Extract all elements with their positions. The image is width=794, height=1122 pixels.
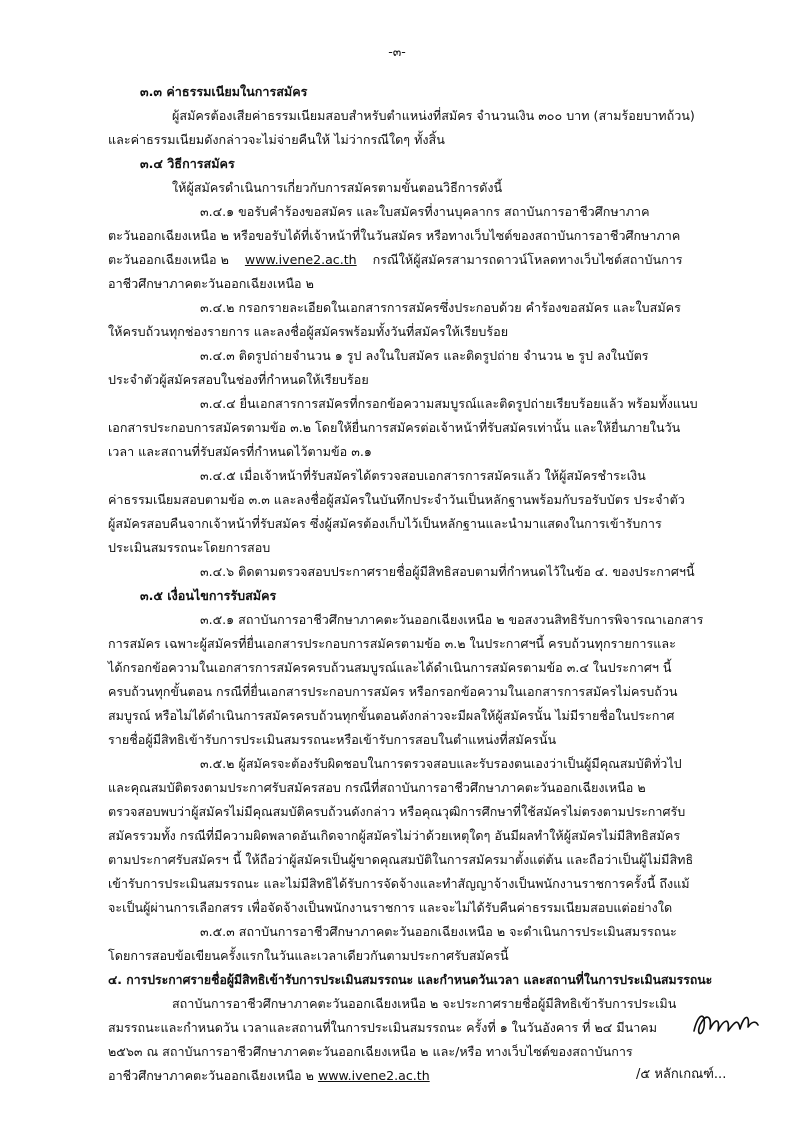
page-number: -๓-: [388, 44, 406, 59]
paragraph-line: ให้ครบถ้วนทุกช่องรายการ และลงชื่อผู้สมัครพร้อมทั้งวันที่สมัครให้เรียบร้อย: [108, 324, 509, 339]
paragraph-line: เอกสารประกอบการสมัครตามข้อ ๓.๒ โดยให้ยื่นการสมัครต่อเจ้าหน้าที่รับสมัครเท่านั้น และให้ยื่นภายในวัน: [108, 420, 681, 435]
line-text: กรณีให้ผู้สมัครสามารถดาวน์โหลดทางเว็บไซต์สถาบันการ: [372, 252, 683, 267]
section-heading: ๓.๕ เงื่อนไขการรับสมัคร: [140, 588, 277, 603]
paragraph-line: ค่าธรรมเนียมสอบตามข้อ ๓.๓ และลงชื่อผู้สมัครในบันทึกประจำวันเป็นหลักฐานพร้อมกับรอรับบัตร ประจำตัว: [108, 492, 685, 507]
paragraph-line: ๓.๔.๔ ยื่นเอกสารการสมัครที่กรอกข้อความสมบูรณ์และติดรูปถ่ายเรียบร้อยแล้ว พร้อมทั้งแนบ: [200, 396, 698, 411]
paragraph-line: สมรรถนะและกำหนดวัน เวลาและสถานที่ในการประเมินสมรรถนะ ครั้งที่ ๑ ในวันอังคาร ที่ ๒๔ มีนาคม: [108, 1020, 658, 1035]
line-text: ตะวันออกเฉียงเหนือ ๒: [108, 252, 229, 267]
paragraph-line: จะเป็นผู้ผ่านการเลือกสรร เพื่อจัดจ้างเป็นพนักงานราชการ และจะไม่ได้รับคืนค่าธรรมเนียมสอบแต่อย่างใด: [108, 900, 673, 915]
paragraph-line: ตามประกาศรับสมัครฯ นี้ ให้ถือว่าผู้สมัครเป็นผู้ขาดคุณสมบัติในการสมัครมาตั้งแต่ต้น และถือว่าเป็นผู้ไม่มีสิทธิ: [108, 852, 694, 867]
line-text: อาชีวศึกษาภาคตะวันออกเฉียงเหนือ ๒: [108, 1068, 314, 1083]
paragraph-line: ๓.๔.๑ ขอรับคำร้องขอสมัคร และใบสมัครที่งานบุคลากร สถาบันการอาชีวศึกษาภาค: [200, 204, 650, 219]
paragraph-line: และคุณสมบัติตรงตามประกาศรับสมัครสอบ กรณีที่สถาบันการอาชีวศึกษาภาคตะวันออกเฉียงเหนือ ๒: [108, 780, 646, 795]
paragraph-line: การสมัคร เฉพาะผู้สมัครที่ยื่นเอกสารประกอบการสมัครตามข้อ ๓.๒ ในประกาศฯนี้ ครบถ้วนทุกรายการและ: [108, 636, 676, 651]
paragraph-line: และค่าธรรมเนียมดังกล่าวจะไม่จ่ายคืนให้ ไม่ว่ากรณีใดๆ ทั้งสิ้น: [108, 132, 445, 147]
paragraph-line: สมัครรวมทั้ง กรณีที่มีความผิดพลาดอันเกิดจากผู้สมัครไม่ว่าด้วยเหตุใดๆ อันมีผลทำให้ผู้สมัครไม่มีสิทธิสมัคร: [108, 828, 681, 843]
paragraph-line: ตรวจสอบพบว่าผู้สมัครไม่มีคุณสมบัติครบถ้วนดังกล่าว หรือคุณวุฒิการศึกษาที่ใช้สมัครไม่ตรงตามประกาศรับ: [108, 804, 686, 819]
paragraph-line: ผู้สมัครต้องเสียค่าธรรมเนียมสอบสำหรับตำแหน่งที่สมัคร จำนวนเงิน ๓๐๐ บาท (สามร้อยบาทถ้วน): [172, 108, 695, 123]
paragraph-line: ๓.๕.๓ สถาบันการอาชีวศึกษาภาคตะวันออกเฉียงเหนือ ๒ จะดำเนินการประเมินสมรรถนะ: [200, 924, 677, 939]
paragraph-line: โดยการสอบข้อเขียนครั้งแรกในวันและเวลาเดียวกันตามประกาศรับสมัครนี้: [108, 948, 509, 963]
paragraph-line: ๓.๔.๕ เมื่อเจ้าหน้าที่รับสมัครได้ตรวจสอบเอกสารการสมัครแล้ว ให้ผู้สมัครชำระเงิน: [200, 468, 646, 483]
paragraph-line: ประจำตัวผู้สมัครสอบในช่องที่กำหนดให้เรียบร้อย: [108, 372, 369, 387]
section-heading: ๔. การประกาศรายชื่อผู้มีสิทธิเข้ารับการประเมินสมรรถนะ และกำหนดวันเวลา และสถานที่ในการประเมินสมรรถนะ: [108, 973, 713, 987]
paragraph-line: ผู้สมัครสอบคืนจากเจ้าหน้าที่รับสมัคร ซึ่งผู้สมัครต้องเก็บไว้เป็นหลักฐานและนำมาแสดงในการเข้ารับการ: [108, 516, 662, 531]
paragraph-line: ๓.๔.๖ ติดตามตรวจสอบประกาศรายชื่อผู้มีสิทธิสอบตามที่กำหนดไว้ในข้อ ๔. ของประกาศฯนี้: [200, 564, 695, 579]
paragraph-line: เข้ารับการประเมินสมรรถนะ และไม่มีสิทธิได้รับการจัดจ้างและทำสัญญาจ้างเป็นพนักงานราชการครั้งนี้ ถึงแม้: [108, 876, 690, 891]
paragraph-line: รายชื่อผู้มีสิทธิเข้ารับการประเมินสมรรถนะหรือเข้ารับการสอบในตำแหน่งที่สมัครนั้น: [108, 732, 557, 747]
website-link[interactable]: www.ivene2.ac.th: [244, 252, 357, 267]
paragraph-line: ให้ผู้สมัครดำเนินการเกี่ยวกับการสมัครตามขั้นตอนวิธีการดังนี้: [172, 180, 503, 195]
continuation-footer: /๕ หลักเกณฑ์...: [636, 1067, 727, 1082]
paragraph-line: สมบูรณ์ หรือไม่ได้ดำเนินการสมัครครบถ้วนทุกขั้นตอนดังกล่าวจะมีผลให้ผู้สมัครนั้น ไม่มีรายชื่อในประกาศ: [108, 708, 675, 723]
paragraph-line: ประเมินสมรรถนะโดยการสอบ: [108, 540, 271, 555]
section-heading: ๓.๔ วิธีการสมัคร: [140, 156, 235, 171]
paragraph-line: ๓.๔.๓ ติดรูปถ่ายจำนวน ๑ รูป ลงในใบสมัคร และติดรูปถ่าย จำนวน ๒ รูป ลงในบัตร: [200, 348, 649, 363]
section-heading: ๓.๓ ค่าธรรมเนียมในการสมัคร: [140, 84, 308, 99]
paragraph-line: ครบถ้วนทุกขั้นตอน กรณีที่ยื่นเอกสารประกอบการสมัคร หรือกรอกข้อความในเอกสารการสมัครไม่ครบถ้วน: [108, 684, 678, 699]
paragraph-line: [108, 1068, 430, 1084]
paragraph-line: ได้กรอกข้อความในเอกสารการสมัครครบถ้วนสมบูรณ์และได้ดำเนินการสมัครตามข้อ ๓.๔ ในประกาศฯ นี้: [108, 660, 672, 675]
website-link[interactable]: www.ivene2.ac.th: [317, 1068, 430, 1083]
paragraph-line: อาชีวศึกษาภาคตะวันออกเฉียงเหนือ ๒: [108, 276, 314, 291]
paragraph-line: ๓.๔.๒ กรอกรายละเอียดในเอกสารการสมัครซึ่งประกอบด้วย คำร้องขอสมัคร และใบสมัคร: [200, 300, 681, 315]
paragraph-line: เวลา และสถานที่รับสมัครที่กำหนดไว้ตามข้อ ๓.๑: [108, 444, 372, 459]
paragraph-line: ๓.๕.๒ ผู้สมัครจะต้องรับผิดชอบในการตรวจสอบและรับรองตนเองว่าเป็นผู้มีคุณสมบัติทั่วไป: [200, 756, 682, 771]
paragraph-line: ๒๕๖๓ ณ สถาบันการอาชีวศึกษาภาคตะวันออกเฉียงเหนือ ๒ และ/หรือ ทางเว็บไซต์ของสถาบันการ: [108, 1044, 633, 1059]
paragraph-line: [108, 252, 683, 268]
paragraph-line: สถาบันการอาชีวศึกษาภาคตะวันออกเฉียงเหนือ ๒ จะประกาศรายชื่อผู้มีสิทธิเข้ารับการประเมิน: [172, 996, 677, 1011]
signature-icon: [690, 1003, 760, 1043]
paragraph-line: ๓.๕.๑ สถาบันการอาชีวศึกษาภาคตะวันออกเฉียงเหนือ ๒ ขอสงวนสิทธิรับการพิจารณาเอกสาร: [200, 612, 704, 627]
paragraph-line: ตะวันออกเฉียงเหนือ ๒ หรือขอรับได้ที่เจ้าหน้าที่ในวันสมัคร หรือทางเว็บไซต์ของสถาบันการอาชีวศึกษาภาค: [108, 228, 681, 243]
